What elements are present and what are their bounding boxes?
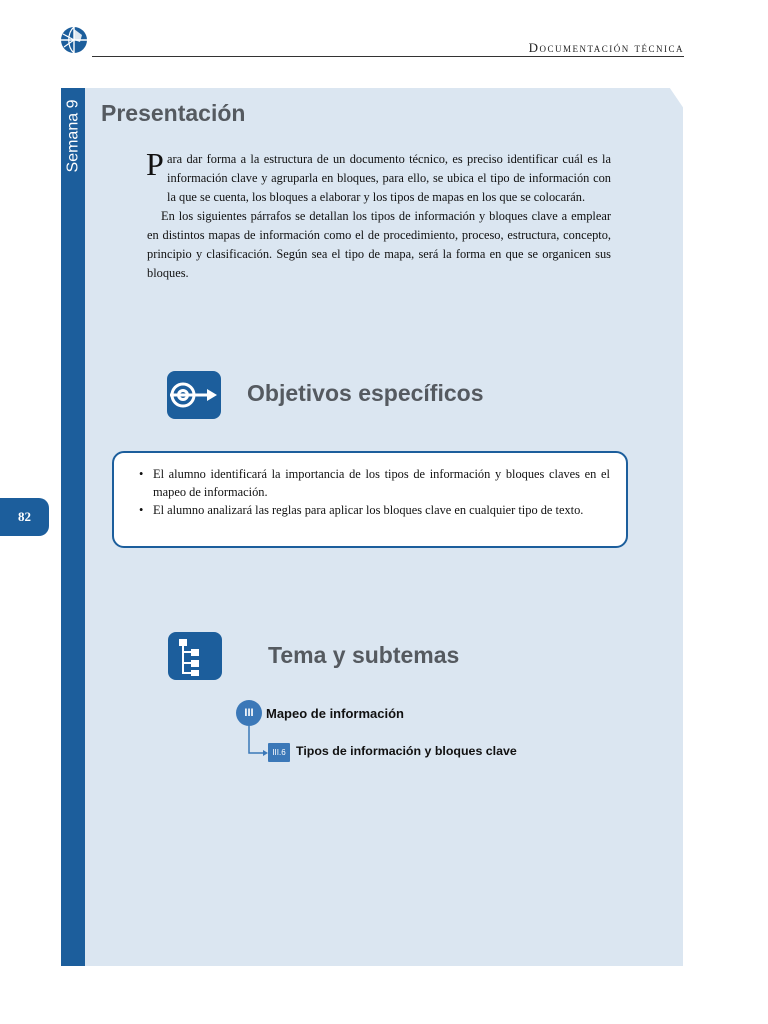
page-number-tab [0,498,49,536]
week-label-text: Semana 9 [64,99,81,173]
objectives-title: Objetivos específicos [247,380,484,406]
objectives-list [134,465,610,519]
presentation-title: Presentación [101,100,246,126]
objective-text: El alumno analizará las reglas para aplicar los bloques clave en cualquier tipo de texto. [153,503,584,517]
intro-paragraph-1-text: ara dar forma a la estructura de un documento técnico, es preciso identificar cuál es la información clave y agruparla en bloques, para ello, se ubica el tipo de información con la que se cuenta, los bloques a elaborar y los tipos de mapas en los que se colocarán. [167,152,611,204]
intro-paragraph-2: En los siguientes párrafos se detallan los tipos de información y bloques clave a emplear en distintos mapas de información como el de procedimiento, proceso, estructura, concepto, principio y clasificación. Según sea el tipo de mapa, será la forma en que se organicen sus bloques. [147,209,611,280]
drop-cap: P [146,146,164,182]
page-number: 82 [18,509,31,524]
hierarchy-icon [168,632,222,680]
list-item [134,501,610,519]
bullet: • [139,503,144,517]
header-divider [92,56,684,57]
unit-badge: III [236,700,262,726]
unit-title: Mapeo de información [266,706,404,721]
topics-title: Tema y subtemas [268,642,460,668]
intro-paragraph-1 [146,146,611,207]
subtopic-badge: III.6 [268,743,290,762]
presentation-text [146,146,611,283]
objective-text: El alumno identificará la importancia de los tipos de información y bloques claves en el mapeo de información. [153,467,610,499]
objectives-box [112,451,628,548]
week-label [61,88,85,184]
bullet: • [139,467,144,481]
tree-connector-icon [248,726,270,756]
list-item [134,465,610,501]
subtopic-title: Tipos de información y bloques clave [296,744,517,758]
globe-logo-icon [60,26,88,54]
target-icon [167,371,221,419]
side-bar [61,88,85,966]
header-title: Documentación técnica [528,40,684,55]
